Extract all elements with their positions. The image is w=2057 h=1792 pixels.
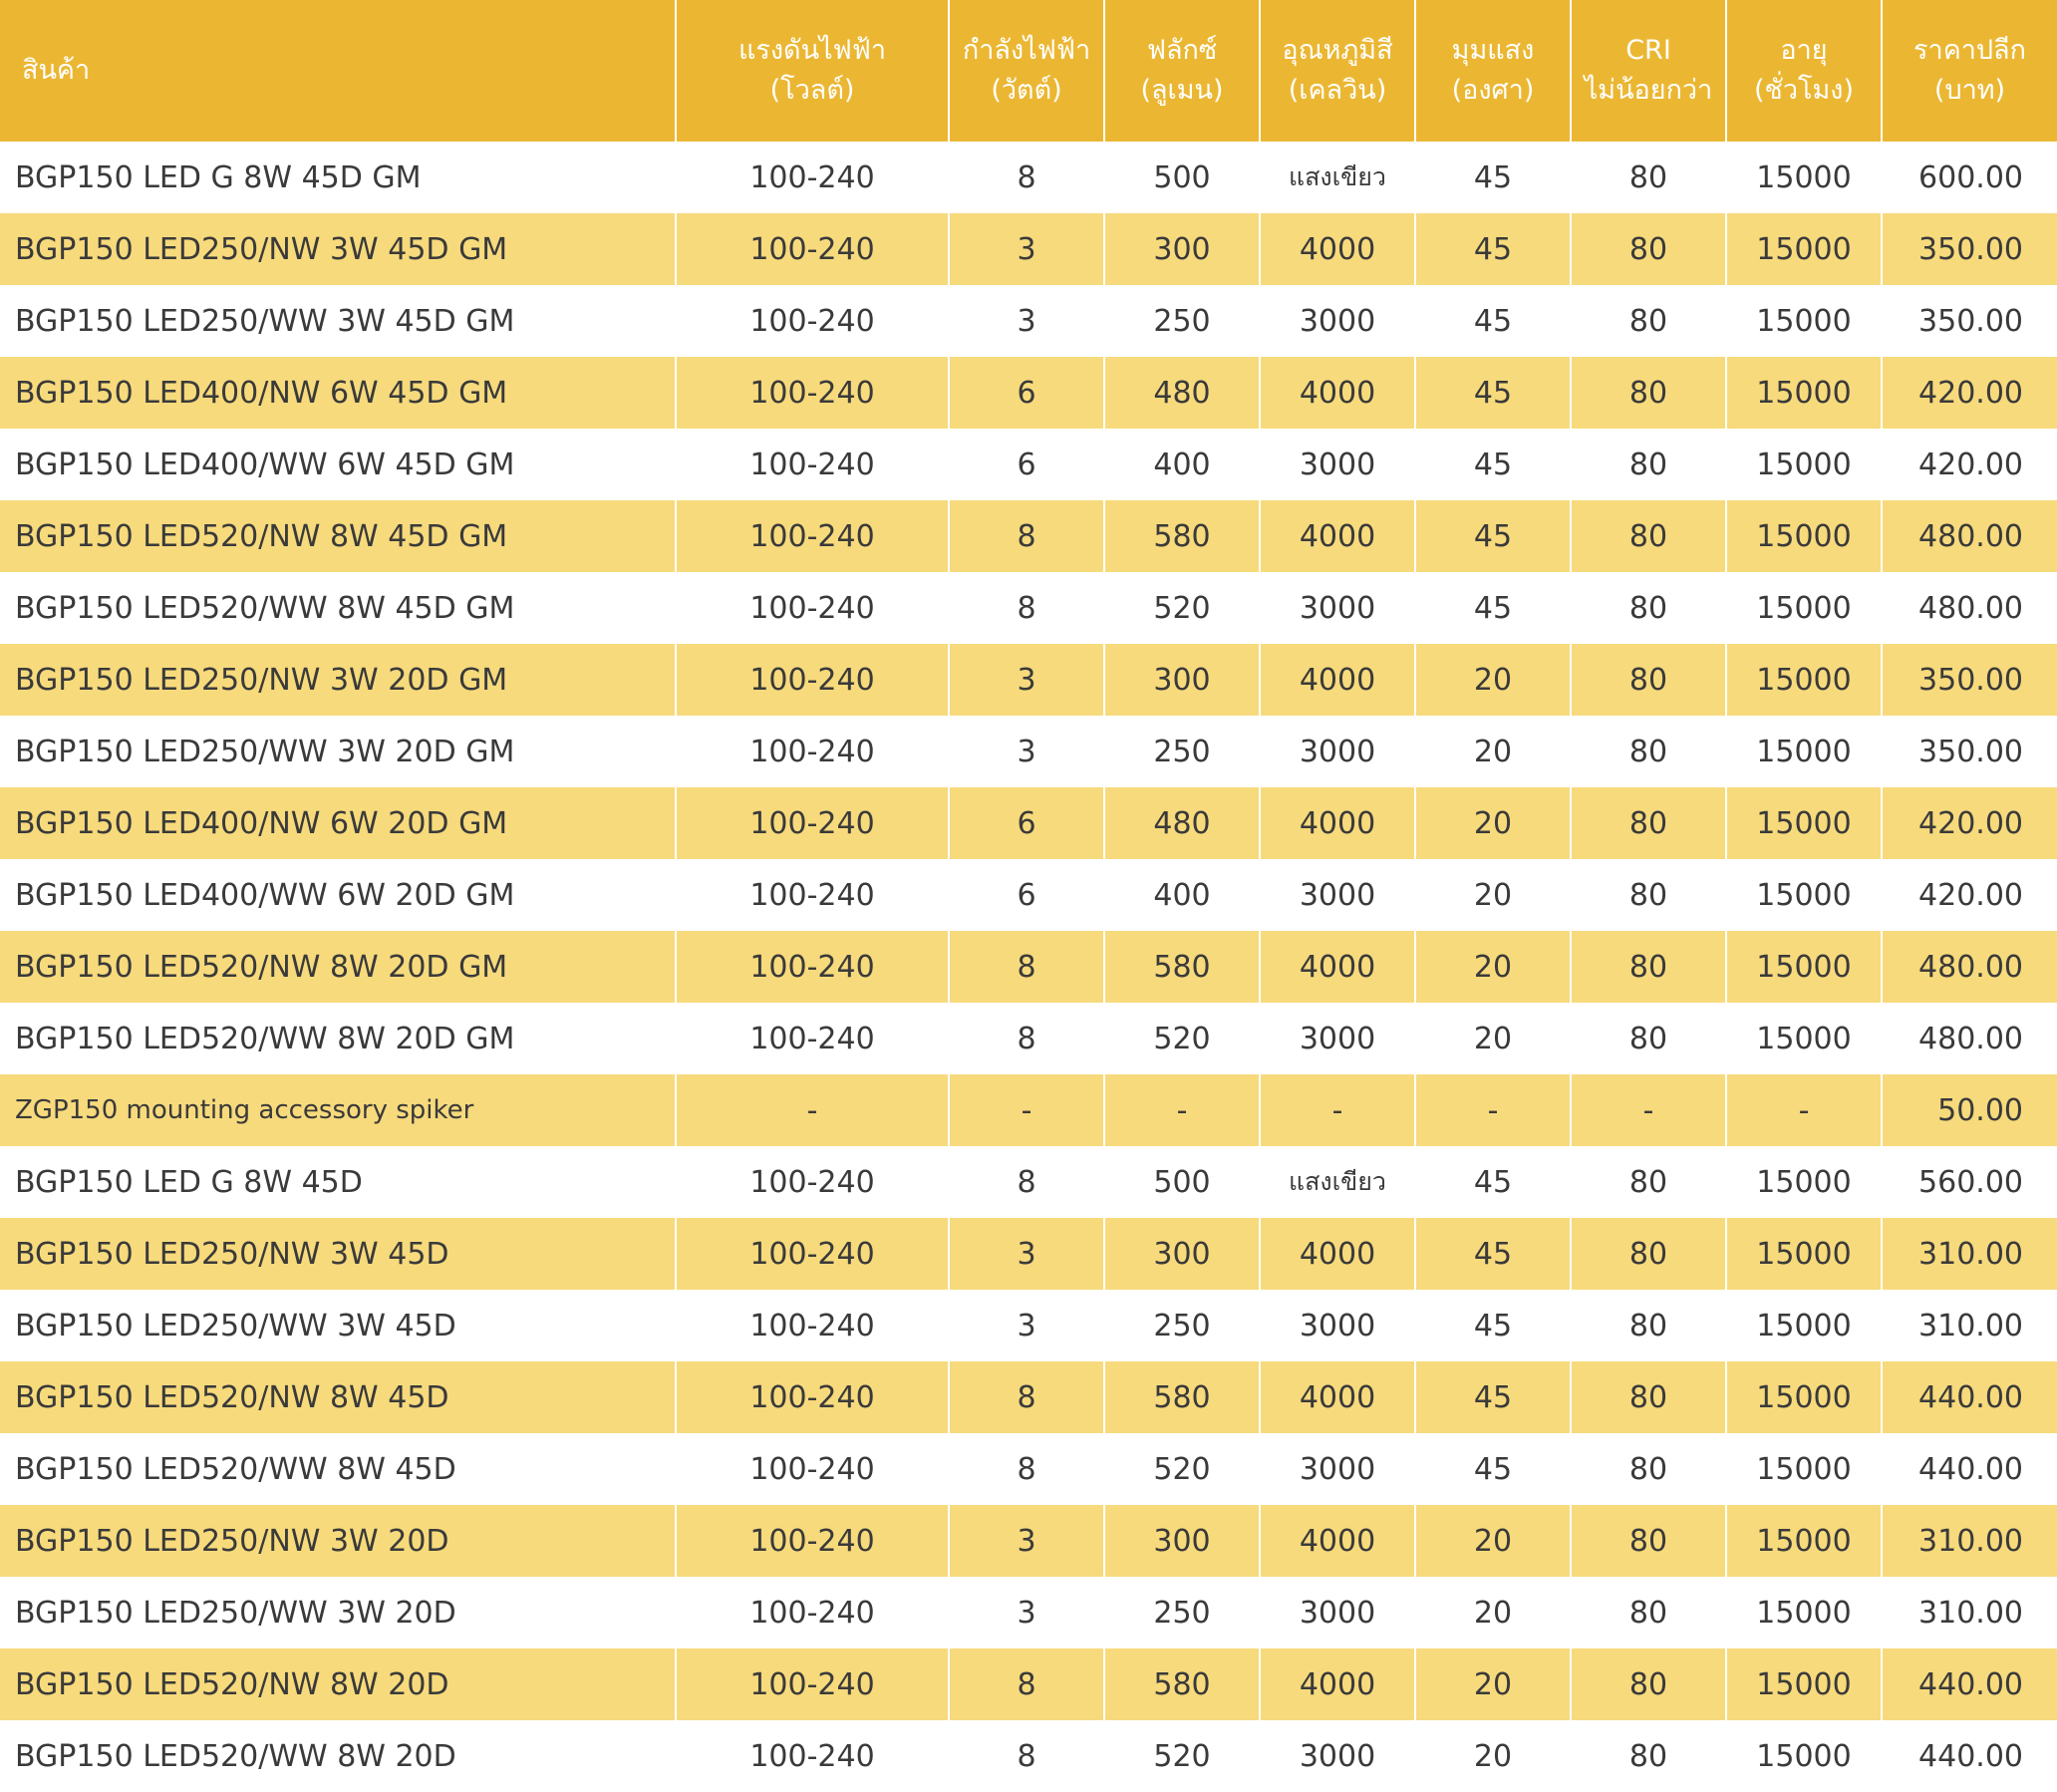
cell-color-temp: 4000 (1260, 213, 1415, 285)
cell-wattage: 3 (949, 1577, 1104, 1648)
cell-wattage: 3 (949, 1218, 1104, 1290)
cell-life: 15000 (1726, 644, 1882, 716)
cell-color-temp: แสงเขียว (1260, 142, 1415, 213)
cell-beam: - (1415, 1074, 1571, 1146)
cell-beam: 20 (1415, 859, 1571, 931)
header-wattage: กำลังไฟฟ้า (วัตต์) (949, 0, 1104, 142)
table-row (0, 1290, 2057, 1361)
cell-beam: 45 (1415, 213, 1571, 285)
cell-wattage: 8 (949, 1003, 1104, 1074)
cell-price: 480.00 (1882, 931, 2057, 1003)
cell-color-temp: 3000 (1260, 1577, 1415, 1648)
cell-beam: 20 (1415, 1505, 1571, 1577)
header-beam: มุมแสง (องศา) (1415, 0, 1571, 142)
cell-price: 310.00 (1882, 1290, 2057, 1361)
cell-product: BGP150 LED G 8W 45D GM (0, 142, 676, 213)
cell-voltage: 100-240 (676, 787, 949, 859)
cell-cri: 80 (1571, 213, 1726, 285)
cell-flux: 400 (1104, 859, 1260, 931)
cell-color-temp: 3000 (1260, 1290, 1415, 1361)
cell-product: BGP150 LED250/WW 3W 45D GM (0, 285, 676, 357)
cell-flux: 400 (1104, 429, 1260, 500)
cell-voltage: 100-240 (676, 1433, 949, 1505)
table-row (0, 1003, 2057, 1074)
cell-cri: 80 (1571, 644, 1726, 716)
cell-price: 440.00 (1882, 1720, 2057, 1792)
cell-beam: 20 (1415, 716, 1571, 787)
cell-price: 560.00 (1882, 1146, 2057, 1218)
cell-life: 15000 (1726, 1146, 1882, 1218)
cell-beam: 45 (1415, 1361, 1571, 1433)
cell-beam: 20 (1415, 644, 1571, 716)
cell-life: 15000 (1726, 787, 1882, 859)
cell-color-temp: 3000 (1260, 429, 1415, 500)
cell-price: 350.00 (1882, 285, 2057, 357)
cell-price: 420.00 (1882, 357, 2057, 429)
cell-life: - (1726, 1074, 1882, 1146)
cell-flux: - (1104, 1074, 1260, 1146)
header-price: ราคาปลีก (บาท) (1882, 0, 2057, 142)
cell-price: 350.00 (1882, 716, 2057, 787)
cell-life: 15000 (1726, 859, 1882, 931)
cell-color-temp: 3000 (1260, 1720, 1415, 1792)
cell-voltage: 100-240 (676, 1577, 949, 1648)
cell-cri: 80 (1571, 1290, 1726, 1361)
cell-flux: 480 (1104, 787, 1260, 859)
cell-price: 440.00 (1882, 1648, 2057, 1720)
cell-voltage: 100-240 (676, 213, 949, 285)
cell-life: 15000 (1726, 429, 1882, 500)
cell-flux: 250 (1104, 1290, 1260, 1361)
header-voltage: แรงดันไฟฟ้า (โวลต์) (676, 0, 949, 142)
cell-product: ZGP150 mounting accessory spiker (0, 1074, 676, 1146)
cell-cri: 80 (1571, 285, 1726, 357)
cell-product: BGP150 LED520/WW 8W 20D GM (0, 1003, 676, 1074)
cell-cri: 80 (1571, 1146, 1726, 1218)
cell-beam: 45 (1415, 142, 1571, 213)
cell-wattage: 8 (949, 1361, 1104, 1433)
cell-cri: 80 (1571, 572, 1726, 644)
cell-wattage: 8 (949, 931, 1104, 1003)
cell-flux: 520 (1104, 1433, 1260, 1505)
cell-cri: 80 (1571, 716, 1726, 787)
cell-cri: 80 (1571, 931, 1726, 1003)
cell-flux: 480 (1104, 357, 1260, 429)
cell-wattage: 3 (949, 1290, 1104, 1361)
cell-voltage: 100-240 (676, 429, 949, 500)
cell-price: 50.00 (1882, 1074, 2057, 1146)
cell-beam: 45 (1415, 1146, 1571, 1218)
cell-product: BGP150 LED250/WW 3W 45D (0, 1290, 676, 1361)
cell-cri: 80 (1571, 1433, 1726, 1505)
cell-color-temp: 4000 (1260, 357, 1415, 429)
cell-color-temp: 3000 (1260, 572, 1415, 644)
cell-wattage: 3 (949, 213, 1104, 285)
cell-beam: 45 (1415, 357, 1571, 429)
cell-cri: - (1571, 1074, 1726, 1146)
table-row (0, 1577, 2057, 1648)
cell-beam: 20 (1415, 931, 1571, 1003)
cell-cri: 80 (1571, 1218, 1726, 1290)
cell-wattage: 8 (949, 572, 1104, 644)
cell-product: BGP150 LED250/NW 3W 20D (0, 1505, 676, 1577)
cell-flux: 520 (1104, 1720, 1260, 1792)
cell-beam: 45 (1415, 285, 1571, 357)
cell-wattage: 6 (949, 357, 1104, 429)
cell-color-temp: 4000 (1260, 500, 1415, 572)
cell-voltage: 100-240 (676, 1720, 949, 1792)
cell-voltage: 100-240 (676, 1003, 949, 1074)
cell-voltage: 100-240 (676, 142, 949, 213)
cell-flux: 300 (1104, 644, 1260, 716)
cell-beam: 20 (1415, 1648, 1571, 1720)
cell-flux: 580 (1104, 1361, 1260, 1433)
table-row (0, 644, 2057, 716)
cell-product: BGP150 LED520/NW 8W 20D GM (0, 931, 676, 1003)
cell-flux: 520 (1104, 572, 1260, 644)
header-row (0, 0, 2057, 142)
cell-wattage: 8 (949, 500, 1104, 572)
cell-beam: 45 (1415, 1433, 1571, 1505)
cell-wattage: 8 (949, 142, 1104, 213)
cell-life: 15000 (1726, 1720, 1882, 1792)
table-row (0, 213, 2057, 285)
cell-life: 15000 (1726, 931, 1882, 1003)
cell-product: BGP150 LED250/NW 3W 20D GM (0, 644, 676, 716)
cell-color-temp: 3000 (1260, 716, 1415, 787)
table-row (0, 787, 2057, 859)
table-header (0, 0, 2057, 142)
cell-life: 15000 (1726, 357, 1882, 429)
cell-beam: 45 (1415, 429, 1571, 500)
cell-color-temp: 4000 (1260, 787, 1415, 859)
cell-wattage: 8 (949, 1720, 1104, 1792)
cell-life: 15000 (1726, 1505, 1882, 1577)
cell-wattage: 3 (949, 285, 1104, 357)
table-row (0, 1505, 2057, 1577)
table-body (0, 142, 2057, 1792)
header-cri: CRI ไม่น้อยกว่า (1571, 0, 1726, 142)
cell-wattage: 6 (949, 787, 1104, 859)
cell-price: 480.00 (1882, 500, 2057, 572)
cell-price: 440.00 (1882, 1361, 2057, 1433)
cell-beam: 20 (1415, 1720, 1571, 1792)
cell-product: BGP150 LED250/WW 3W 20D (0, 1577, 676, 1648)
cell-color-temp: - (1260, 1074, 1415, 1146)
cell-product: BGP150 LED520/NW 8W 45D (0, 1361, 676, 1433)
cell-life: 15000 (1726, 1003, 1882, 1074)
cell-color-temp: 4000 (1260, 1505, 1415, 1577)
cell-life: 15000 (1726, 1290, 1882, 1361)
cell-voltage: 100-240 (676, 859, 949, 931)
cell-price: 480.00 (1882, 1003, 2057, 1074)
cell-beam: 20 (1415, 787, 1571, 859)
table-row (0, 931, 2057, 1003)
cell-product: BGP150 LED400/NW 6W 20D GM (0, 787, 676, 859)
cell-flux: 300 (1104, 1505, 1260, 1577)
cell-product: BGP150 LED400/WW 6W 45D GM (0, 429, 676, 500)
cell-beam: 45 (1415, 1218, 1571, 1290)
cell-beam: 45 (1415, 572, 1571, 644)
cell-voltage: 100-240 (676, 1505, 949, 1577)
table-row (0, 1146, 2057, 1218)
cell-voltage: 100-240 (676, 572, 949, 644)
cell-voltage: 100-240 (676, 716, 949, 787)
cell-cri: 80 (1571, 142, 1726, 213)
cell-color-temp: 4000 (1260, 1218, 1415, 1290)
cell-life: 15000 (1726, 1361, 1882, 1433)
cell-price: 420.00 (1882, 787, 2057, 859)
cell-price: 480.00 (1882, 572, 2057, 644)
cell-flux: 250 (1104, 1577, 1260, 1648)
cell-life: 15000 (1726, 500, 1882, 572)
cell-voltage: 100-240 (676, 1146, 949, 1218)
cell-beam: 45 (1415, 1290, 1571, 1361)
cell-product: BGP150 LED520/NW 8W 45D GM (0, 500, 676, 572)
table-row (0, 142, 2057, 213)
cell-flux: 520 (1104, 1003, 1260, 1074)
cell-voltage: 100-240 (676, 1361, 949, 1433)
cell-product: BGP150 LED400/NW 6W 45D GM (0, 357, 676, 429)
cell-flux: 580 (1104, 931, 1260, 1003)
table-row (0, 1361, 2057, 1433)
cell-product: BGP150 LED520/NW 8W 20D (0, 1648, 676, 1720)
cell-life: 15000 (1726, 1433, 1882, 1505)
cell-life: 15000 (1726, 1218, 1882, 1290)
cell-product: BGP150 LED520/WW 8W 45D (0, 1433, 676, 1505)
cell-beam: 20 (1415, 1003, 1571, 1074)
cell-wattage: - (949, 1074, 1104, 1146)
cell-wattage: 3 (949, 1505, 1104, 1577)
cell-product: BGP150 LED520/WW 8W 20D (0, 1720, 676, 1792)
cell-cri: 80 (1571, 1648, 1726, 1720)
cell-cri: 80 (1571, 859, 1726, 931)
table-row (0, 429, 2057, 500)
cell-cri: 80 (1571, 787, 1726, 859)
cell-cri: 80 (1571, 500, 1726, 572)
cell-price: 420.00 (1882, 429, 2057, 500)
cell-product: BGP150 LED250/NW 3W 45D GM (0, 213, 676, 285)
cell-cri: 80 (1571, 429, 1726, 500)
cell-price: 350.00 (1882, 213, 2057, 285)
table-row (0, 859, 2057, 931)
cell-voltage: - (676, 1074, 949, 1146)
header-color-temp: อุณหภูมิสี (เคลวิน) (1260, 0, 1415, 142)
cell-voltage: 100-240 (676, 1218, 949, 1290)
cell-life: 15000 (1726, 285, 1882, 357)
cell-price: 310.00 (1882, 1218, 2057, 1290)
cell-price: 420.00 (1882, 859, 2057, 931)
table-row (0, 1433, 2057, 1505)
cell-voltage: 100-240 (676, 931, 949, 1003)
table-row (0, 285, 2057, 357)
cell-price: 310.00 (1882, 1505, 2057, 1577)
cell-color-temp: 4000 (1260, 644, 1415, 716)
header-product: สินค้า (0, 0, 676, 142)
cell-product: BGP150 LED250/NW 3W 45D (0, 1218, 676, 1290)
cell-life: 15000 (1726, 1648, 1882, 1720)
cell-price: 600.00 (1882, 142, 2057, 213)
cell-cri: 80 (1571, 1720, 1726, 1792)
cell-life: 15000 (1726, 213, 1882, 285)
cell-wattage: 8 (949, 1433, 1104, 1505)
cell-color-temp: 3000 (1260, 1003, 1415, 1074)
cell-product: BGP150 LED520/WW 8W 45D GM (0, 572, 676, 644)
table-row (0, 1074, 2057, 1146)
cell-color-temp: 3000 (1260, 285, 1415, 357)
cell-life: 15000 (1726, 1577, 1882, 1648)
cell-price: 310.00 (1882, 1577, 2057, 1648)
cell-flux: 250 (1104, 716, 1260, 787)
table-row (0, 1720, 2057, 1792)
cell-flux: 300 (1104, 1218, 1260, 1290)
cell-voltage: 100-240 (676, 285, 949, 357)
cell-cri: 80 (1571, 1505, 1726, 1577)
cell-cri: 80 (1571, 357, 1726, 429)
cell-flux: 580 (1104, 1648, 1260, 1720)
cell-color-temp: 3000 (1260, 859, 1415, 931)
cell-color-temp: 4000 (1260, 931, 1415, 1003)
cell-product: BGP150 LED400/WW 6W 20D GM (0, 859, 676, 931)
cell-wattage: 8 (949, 1648, 1104, 1720)
cell-life: 15000 (1726, 142, 1882, 213)
cell-beam: 45 (1415, 500, 1571, 572)
cell-life: 15000 (1726, 572, 1882, 644)
cell-voltage: 100-240 (676, 644, 949, 716)
cell-voltage: 100-240 (676, 1290, 949, 1361)
table-row (0, 716, 2057, 787)
cell-color-temp: 4000 (1260, 1648, 1415, 1720)
table-row (0, 572, 2057, 644)
cell-flux: 250 (1104, 285, 1260, 357)
cell-flux: 300 (1104, 213, 1260, 285)
cell-cri: 80 (1571, 1003, 1726, 1074)
cell-color-temp: แสงเขียว (1260, 1146, 1415, 1218)
cell-wattage: 3 (949, 644, 1104, 716)
cell-voltage: 100-240 (676, 357, 949, 429)
header-flux: ฟลักซ์ (ลูเมน) (1104, 0, 1260, 142)
cell-price: 350.00 (1882, 644, 2057, 716)
cell-flux: 500 (1104, 1146, 1260, 1218)
cell-price: 440.00 (1882, 1433, 2057, 1505)
cell-cri: 80 (1571, 1577, 1726, 1648)
cell-product: BGP150 LED G 8W 45D (0, 1146, 676, 1218)
cell-wattage: 3 (949, 716, 1104, 787)
cell-product: BGP150 LED250/WW 3W 20D GM (0, 716, 676, 787)
cell-beam: 20 (1415, 1577, 1571, 1648)
cell-wattage: 6 (949, 429, 1104, 500)
cell-wattage: 8 (949, 1146, 1104, 1218)
header-life: อายุ (ชั่วโมง) (1726, 0, 1882, 142)
cell-flux: 580 (1104, 500, 1260, 572)
cell-life: 15000 (1726, 716, 1882, 787)
cell-voltage: 100-240 (676, 500, 949, 572)
table-row (0, 1648, 2057, 1720)
cell-voltage: 100-240 (676, 1648, 949, 1720)
table-row (0, 500, 2057, 572)
cell-cri: 80 (1571, 1361, 1726, 1433)
table-row (0, 357, 2057, 429)
table-row (0, 1218, 2057, 1290)
cell-flux: 500 (1104, 142, 1260, 213)
cell-color-temp: 3000 (1260, 1433, 1415, 1505)
cell-wattage: 6 (949, 859, 1104, 931)
cell-color-temp: 4000 (1260, 1361, 1415, 1433)
